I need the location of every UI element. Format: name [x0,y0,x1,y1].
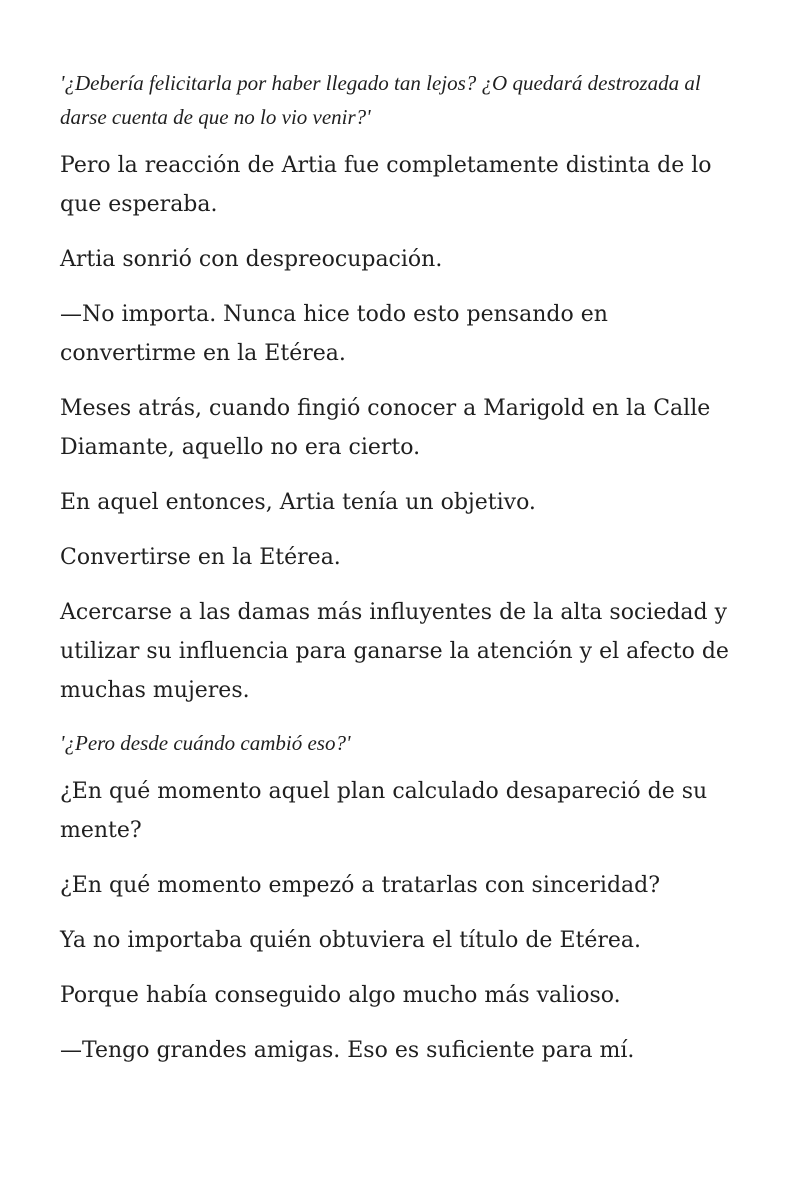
narrative-paragraph: Pero la reacción de Artia fue completamente distinta de lo que esperaba. [60,153,712,217]
narrative-paragraph: Artia sonrió con despreocupación. [60,247,443,272]
narrative-paragraph: Convertirse en la Etérea. [60,545,341,570]
inner-thought-paragraph: '¿Pero desde cuándo cambió eso?' [60,731,351,755]
narrative-paragraph: En aquel entonces, Artia tenía un objetivo. [60,490,536,515]
narrative-paragraph: ¿En qué momento empezó a tratarlas con sinceridad? [60,873,661,898]
dialogue-paragraph: —No importa. Nunca hice todo esto pensando en convertirme en la Etérea. [60,302,608,366]
dialogue-paragraph: —Tengo grandes amigas. Eso es suficiente para mí. [60,1038,635,1063]
narrative-paragraph: Ya no importaba quién obtuviera el título de Etérea. [60,928,642,953]
narrative-paragraph: Acercarse a las damas más influyentes de la alta sociedad y utilizar su influencia para ganarse la atención y el afecto de muchas mujeres. [60,600,729,703]
narrative-paragraph: Porque había conseguido algo mucho más valioso. [60,983,621,1008]
narrative-paragraph: ¿En qué momento aquel plan calculado desapareció de su mente? [60,779,708,843]
narrative-paragraph: Meses atrás, cuando fingió conocer a Marigold en la Calle Diamante, aquello no era cierto. [60,396,711,460]
inner-thought-paragraph: '¿Debería felicitarla por haber llegado tan lejos? ¿O quedará destrozada al darse cuenta de que no lo vio venir?' [60,71,701,129]
